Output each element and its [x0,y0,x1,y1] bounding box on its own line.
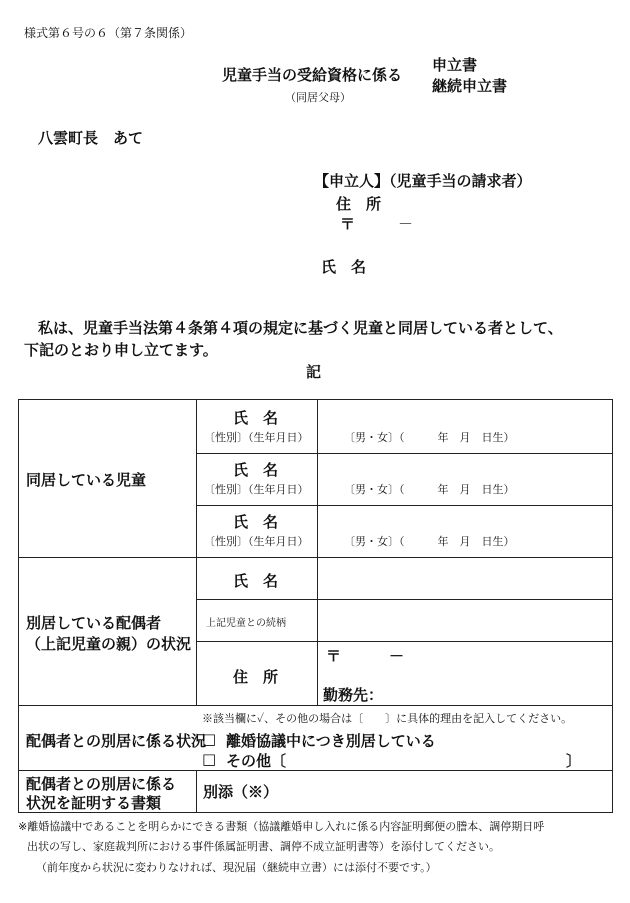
separation-option-1-label: 離婚協議中につき別居している [226,732,436,750]
spouse-section-label-2: （上記児童の親）の状況 [26,635,192,653]
spouse-address-label: 住 所 [233,668,279,686]
note-line-1: ※離婚協議中であることを明らかにできる書類（協議離婚申し入れに係る内容証明郵便の謄本、調停期日呼 [18,820,545,833]
application-type-1: 申立書 [432,56,478,74]
child-1-name-label: 氏 名 [233,409,279,427]
form-title: 児童手当の受給資格に係る [222,66,403,84]
applicant-postal-dash: － [398,215,414,233]
ki-heading: 記 [306,363,322,381]
spouse-postal-dash: － [389,647,405,665]
form-title-note: （同居父母） [285,91,351,104]
child-1-value: 〔男・女〕（ 年 月 日生） [344,431,515,444]
child-1-sub-label: 〔性別〕（生年月日） [204,431,309,444]
statement-line-1: 私は、児童手当法第４条第４項の規定に基づく児童と同居している者として、 [38,319,563,337]
addressee: 八雲町長 あて [38,129,144,147]
form-number: 様式第６号の６（第７条関係） [24,26,193,40]
separation-option-2-label: その他〔 [226,752,287,770]
spouse-workplace-label: 勤務先： [323,686,384,704]
application-type-2: 継続申立書 [432,77,508,95]
child-3-sub-label: 〔性別〕（生年月日） [204,535,309,548]
separation-option-2-close: 〕 [566,752,582,770]
spouse-relation-label: 上記児童との続柄 [206,618,286,629]
applicant-heading: 【申立人】（児童手当の請求者） [314,172,532,190]
documents-value: 別添（※） [203,783,279,801]
applicant-postal-mark: 〒 [340,215,356,233]
separation-section-label: 配偶者との別居に係る状況 [26,732,207,750]
applicant-address-label: 住 所 [336,195,382,213]
spouse-name-label: 氏 名 [233,572,279,590]
separation-option-2-checkbox[interactable]: □ [202,750,217,768]
documents-section-label-1: 配偶者との別居に係る [26,775,177,793]
child-3-value: 〔男・女〕（ 年 月 日生） [344,535,515,548]
separation-instruction: ※該当欄に✓、その他の場合は〔 〕に具体的理由を記入してください。 [202,712,573,725]
separation-option-1-checkbox[interactable]: □ [202,730,217,748]
spouse-postal-mark: 〒 [326,647,342,665]
statement-line-2: 下記のとおり申し立てます。 [24,341,218,359]
child-2-sub-label: 〔性別〕（生年月日） [204,483,309,496]
documents-section-label-2: 状況を証明する書類 [26,794,162,812]
child-2-name-label: 氏 名 [233,461,279,479]
child-2-value: 〔男・女〕（ 年 月 日生） [344,483,515,496]
child-3-name-label: 氏 名 [233,513,279,531]
children-section-label: 同居している児童 [26,471,147,489]
applicant-name-label: 氏 名 [321,258,367,276]
note-line-2: 出状の写し、家庭裁判所における事件係属証明書、調停不成立証明書等）を添付してください。 [27,840,500,853]
note-line-3: （前年度から状況に変わりなければ、現況届（継続申立書）には添付不要です。） [36,861,437,874]
spouse-section-label-1: 別居している配偶者 [26,614,162,632]
